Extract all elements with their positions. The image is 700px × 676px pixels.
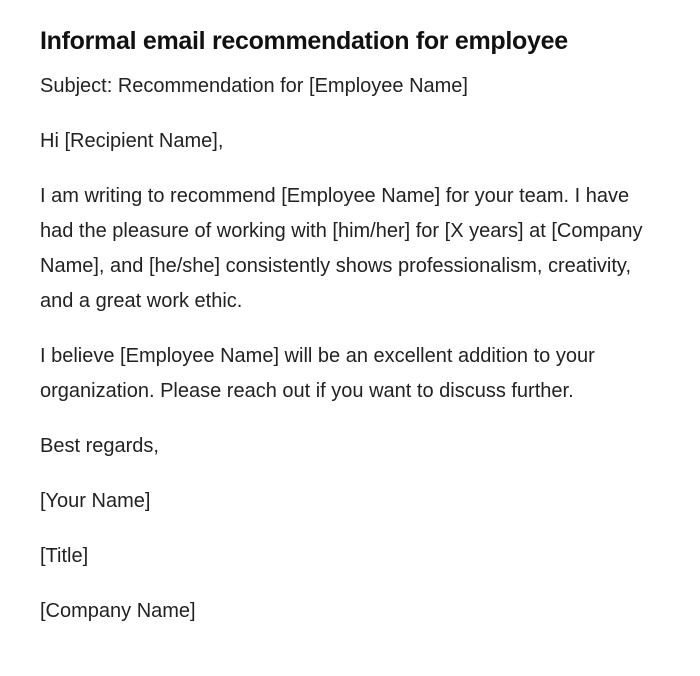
document-title: Informal email recommendation for employee — [40, 27, 568, 55]
email-greeting: Hi [Recipient Name], — [40, 130, 224, 152]
document — [40, 24, 660, 629]
email-paragraph-closing-remarks: I believe [Employee Name] will be an excellent addition to your organization. Please reach out if you want to discuss further. — [40, 345, 595, 402]
email-closing: Best regards, — [40, 435, 159, 457]
signature-title: [Title] — [40, 545, 89, 567]
email-subject: Subject: Recommendation for [Employee Name] — [40, 75, 468, 97]
email-paragraph-recommendation: I am writing to recommend [Employee Name] for your team. I have had the pleasure of working with [him/her] for [X years] at [Company Name], and [he/she] consistently shows professionalism, creativity, and a great work ethic. — [40, 185, 643, 312]
signature-company: [Company Name] — [40, 600, 196, 622]
signature-name: [Your Name] — [40, 490, 151, 512]
